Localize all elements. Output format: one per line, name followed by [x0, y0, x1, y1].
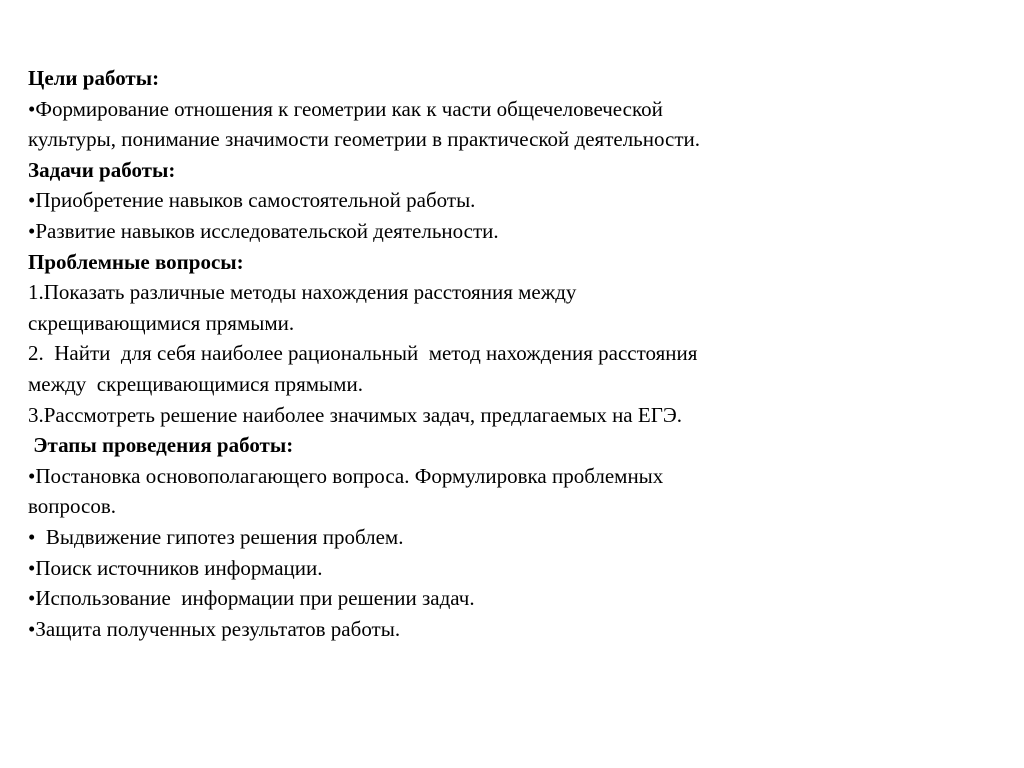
question-item-line: между скрещивающимися прямыми. — [28, 371, 363, 396]
stage-item: •Поиск источников информации. — [28, 555, 323, 580]
stage-item-line: вопросов. — [28, 494, 117, 519]
stage-item: • Выдвижение гипотез решения проблем. — [28, 524, 404, 549]
task-item: •Приобретение навыков самостоятельной работы. — [28, 188, 476, 213]
stage-item-line: •Постановка основополагающего вопроса. Формулировка проблемных — [28, 463, 664, 488]
question-item-line: скрещивающимися прямыми. — [28, 310, 295, 335]
stage-item: •Использование информации при решении задач. — [28, 586, 475, 611]
heading-goals: Цели работы: — [28, 66, 160, 90]
question-item-line: 2. Найти для себя наиболее рациональный метод нахождения расстояния — [28, 341, 698, 366]
heading-stages: Этапы проведения работы: — [28, 433, 294, 458]
text-block — [28, 63, 988, 644]
goal-item-line: культуры, понимание значимости геометрии в практической деятельности. — [28, 127, 700, 152]
goal-item-line: •Формирование отношения к геометрии как к части общечеловеческой — [28, 96, 663, 121]
task-item: •Развитие навыков исследовательской деятельности. — [28, 218, 499, 243]
heading-problem-questions: Проблемные вопросы: — [28, 249, 244, 274]
question-item-line: 1.Показать различные методы нахождения расстояния между — [28, 280, 577, 305]
heading-tasks: Задачи работы: — [28, 157, 176, 182]
stage-item: •Защита полученных результатов работы. — [28, 616, 401, 641]
question-item-line: 3.Рассмотреть решение наиболее значимых задач, предлагаемых на ЕГЭ. — [28, 402, 682, 427]
